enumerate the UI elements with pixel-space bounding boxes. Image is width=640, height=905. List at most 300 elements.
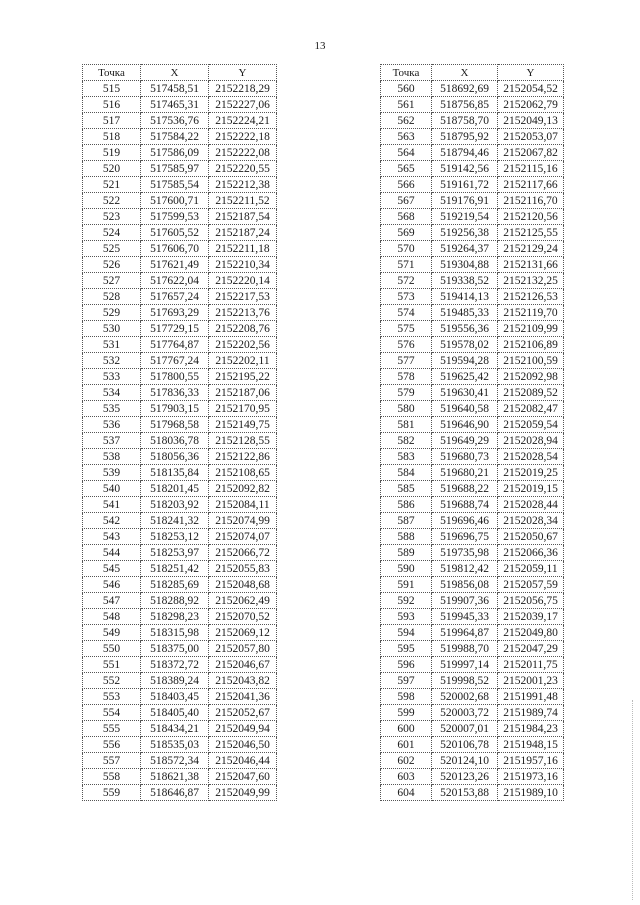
y-coordinate-cell: 2152046,67 [209,657,277,673]
table-row [381,673,564,689]
y-coordinate-cell: 2152115,16 [498,161,564,177]
point-number-cell: 535 [83,401,141,417]
table-row [381,609,564,625]
table-row [381,193,564,209]
x-coordinate-cell: 519142,56 [432,161,498,177]
y-coordinate-cell: 2152089,52 [498,385,564,401]
table-row [83,161,277,177]
x-coordinate-cell: 519649,29 [432,433,498,449]
table-row [381,81,564,97]
point-number-cell: 528 [83,289,141,305]
point-number-cell: 562 [381,113,432,129]
point-number-cell: 593 [381,609,432,625]
point-number-cell: 603 [381,769,432,785]
y-coordinate-cell: 2151957,16 [498,753,564,769]
y-coordinate-cell: 2152067,82 [498,145,564,161]
point-number-cell: 601 [381,737,432,753]
x-coordinate-cell: 518646,87 [141,785,209,801]
point-number-cell: 579 [381,385,432,401]
y-coordinate-cell: 2152039,17 [498,609,564,625]
y-coordinate-cell: 2152210,34 [209,257,277,273]
x-coordinate-cell: 517599,53 [141,209,209,225]
x-coordinate-cell: 519630,41 [432,385,498,401]
x-coordinate-cell: 519219,54 [432,209,498,225]
point-number-cell: 602 [381,753,432,769]
point-number-cell: 583 [381,449,432,465]
header-point: Точка [381,65,432,81]
table-row [381,737,564,753]
x-coordinate-cell: 519578,02 [432,337,498,353]
y-coordinate-cell: 2152052,67 [209,705,277,721]
point-number-cell: 516 [83,97,141,113]
table-row [381,369,564,385]
point-number-cell: 577 [381,353,432,369]
x-coordinate-cell: 519988,70 [432,641,498,657]
x-coordinate-cell: 519735,98 [432,545,498,561]
point-number-cell: 527 [83,273,141,289]
table-row [381,161,564,177]
y-coordinate-cell: 2152066,72 [209,545,277,561]
table-row [381,273,564,289]
point-number-cell: 533 [83,369,141,385]
x-coordinate-cell: 519640,58 [432,401,498,417]
table-row [381,337,564,353]
table-row [83,545,277,561]
x-coordinate-cell: 518434,21 [141,721,209,737]
x-coordinate-cell: 519256,38 [432,225,498,241]
table-row [381,417,564,433]
x-coordinate-cell: 518756,85 [432,97,498,113]
table-row [381,145,564,161]
point-number-cell: 587 [381,513,432,529]
y-coordinate-cell: 2152108,65 [209,465,277,481]
y-coordinate-cell: 2152053,07 [498,129,564,145]
point-number-cell: 547 [83,593,141,609]
x-coordinate-cell: 518794,46 [432,145,498,161]
x-coordinate-cell: 517586,09 [141,145,209,161]
table-row [381,753,564,769]
table-row [381,529,564,545]
table-row [381,97,564,113]
table-row [381,321,564,337]
y-coordinate-cell: 2152202,11 [209,353,277,369]
y-coordinate-cell: 2152170,95 [209,401,277,417]
table-row [381,209,564,225]
x-coordinate-cell: 518135,84 [141,465,209,481]
point-number-cell: 539 [83,465,141,481]
point-number-cell: 559 [83,785,141,801]
point-number-cell: 575 [381,321,432,337]
point-number-cell: 571 [381,257,432,273]
header-x: X [432,65,498,81]
y-coordinate-cell: 2152224,21 [209,113,277,129]
x-coordinate-cell: 520153,88 [432,785,498,801]
point-number-cell: 544 [83,545,141,561]
table-row [83,209,277,225]
x-coordinate-cell: 519997,14 [432,657,498,673]
x-coordinate-cell: 517458,51 [141,81,209,97]
point-number-cell: 540 [83,481,141,497]
point-number-cell: 561 [381,97,432,113]
table-row [83,753,277,769]
x-coordinate-cell: 519304,88 [432,257,498,273]
y-coordinate-cell: 2152028,54 [498,449,564,465]
y-coordinate-cell: 2152220,14 [209,273,277,289]
x-coordinate-cell: 520007,01 [432,721,498,737]
x-coordinate-cell: 520123,26 [432,769,498,785]
y-coordinate-cell: 2152069,12 [209,625,277,641]
point-number-cell: 573 [381,289,432,305]
x-coordinate-cell: 519625,42 [432,369,498,385]
point-number-cell: 531 [83,337,141,353]
y-coordinate-cell: 2152120,56 [498,209,564,225]
table-row [83,81,277,97]
table-row [381,593,564,609]
point-number-cell: 570 [381,241,432,257]
table-row [83,641,277,657]
table-row [83,449,277,465]
point-number-cell: 548 [83,609,141,625]
x-coordinate-cell: 517536,76 [141,113,209,129]
coordinates-table-right [380,64,564,801]
point-number-cell: 604 [381,785,432,801]
y-coordinate-cell: 2151948,15 [498,737,564,753]
table-row [381,641,564,657]
table-row [381,513,564,529]
point-number-cell: 546 [83,577,141,593]
y-coordinate-cell: 2151989,10 [498,785,564,801]
x-coordinate-cell: 517729,15 [141,321,209,337]
y-coordinate-cell: 2152047,60 [209,769,277,785]
point-number-cell: 526 [83,257,141,273]
point-number-cell: 551 [83,657,141,673]
x-coordinate-cell: 518692,69 [432,81,498,97]
x-coordinate-cell: 517836,33 [141,385,209,401]
x-coordinate-cell: 518758,70 [432,113,498,129]
x-coordinate-cell: 517600,71 [141,193,209,209]
point-number-cell: 591 [381,577,432,593]
y-coordinate-cell: 2152062,79 [498,97,564,113]
x-coordinate-cell: 518535,03 [141,737,209,753]
y-coordinate-cell: 2152128,55 [209,433,277,449]
y-coordinate-cell: 2152125,55 [498,225,564,241]
table-row [83,721,277,737]
x-coordinate-cell: 519338,52 [432,273,498,289]
y-coordinate-cell: 2152211,18 [209,241,277,257]
y-coordinate-cell: 2152187,24 [209,225,277,241]
x-coordinate-cell: 517585,97 [141,161,209,177]
y-coordinate-cell: 2151991,48 [498,689,564,705]
y-coordinate-cell: 2152195,22 [209,369,277,385]
point-number-cell: 538 [83,449,141,465]
x-coordinate-cell: 519907,36 [432,593,498,609]
y-coordinate-cell: 2152116,70 [498,193,564,209]
table-row [83,305,277,321]
point-number-cell: 537 [83,433,141,449]
table-row [83,129,277,145]
point-number-cell: 515 [83,81,141,97]
x-coordinate-cell: 517465,31 [141,97,209,113]
table-row [381,257,564,273]
table-row [83,369,277,385]
x-coordinate-cell: 518056,36 [141,449,209,465]
x-coordinate-cell: 517622,04 [141,273,209,289]
y-coordinate-cell: 2152070,52 [209,609,277,625]
point-number-cell: 592 [381,593,432,609]
table-row [83,273,277,289]
table-row [381,449,564,465]
x-coordinate-cell: 517605,52 [141,225,209,241]
table-row [381,689,564,705]
y-coordinate-cell: 2152019,25 [498,465,564,481]
x-coordinate-cell: 518375,00 [141,641,209,657]
y-coordinate-cell: 2152092,98 [498,369,564,385]
table-row [381,721,564,737]
y-coordinate-cell: 2152028,94 [498,433,564,449]
y-coordinate-cell: 2152049,99 [209,785,277,801]
x-coordinate-cell: 519485,33 [432,305,498,321]
table-row [381,497,564,513]
y-coordinate-cell: 2151984,23 [498,721,564,737]
table-row [381,769,564,785]
table-row [83,401,277,417]
point-number-cell: 536 [83,417,141,433]
table-row [381,625,564,641]
header-point: Точка [83,65,141,81]
y-coordinate-cell: 2152122,86 [209,449,277,465]
x-coordinate-cell: 518288,92 [141,593,209,609]
y-coordinate-cell: 2152028,34 [498,513,564,529]
y-coordinate-cell: 2152049,80 [498,625,564,641]
x-coordinate-cell: 518315,98 [141,625,209,641]
point-number-cell: 563 [381,129,432,145]
scan-edge-mark [632,700,634,900]
table-row [83,225,277,241]
point-number-cell: 589 [381,545,432,561]
y-coordinate-cell: 2152187,54 [209,209,277,225]
point-number-cell: 552 [83,673,141,689]
point-number-cell: 599 [381,705,432,721]
y-coordinate-cell: 2152109,99 [498,321,564,337]
table-row [83,497,277,513]
point-number-cell: 597 [381,673,432,689]
y-coordinate-cell: 2152055,83 [209,561,277,577]
point-number-cell: 543 [83,529,141,545]
table-row [381,705,564,721]
point-number-cell: 517 [83,113,141,129]
y-coordinate-cell: 2152057,80 [209,641,277,657]
y-coordinate-cell: 2152100,59 [498,353,564,369]
table-row [381,433,564,449]
y-coordinate-cell: 2152048,68 [209,577,277,593]
point-number-cell: 522 [83,193,141,209]
x-coordinate-cell: 519264,37 [432,241,498,257]
table-row [83,689,277,705]
y-coordinate-cell: 2152212,38 [209,177,277,193]
y-coordinate-cell: 2152117,66 [498,177,564,193]
x-coordinate-cell: 519688,74 [432,497,498,513]
point-number-cell: 565 [381,161,432,177]
table-row [381,225,564,241]
y-coordinate-cell: 2152218,29 [209,81,277,97]
point-number-cell: 555 [83,721,141,737]
table-row [83,257,277,273]
table-row [381,481,564,497]
y-coordinate-cell: 2152131,66 [498,257,564,273]
table-row [83,593,277,609]
table-row [381,177,564,193]
point-number-cell: 581 [381,417,432,433]
x-coordinate-cell: 518572,34 [141,753,209,769]
point-number-cell: 586 [381,497,432,513]
coordinates-table-left [82,64,277,801]
table-row [83,465,277,481]
table-row [83,577,277,593]
point-number-cell: 568 [381,209,432,225]
table-row [381,657,564,673]
x-coordinate-cell: 518298,23 [141,609,209,625]
point-number-cell: 541 [83,497,141,513]
point-number-cell: 520 [83,161,141,177]
point-number-cell: 560 [381,81,432,97]
x-coordinate-cell: 518253,12 [141,529,209,545]
header-y: Y [498,65,564,81]
point-number-cell: 576 [381,337,432,353]
table-row [83,609,277,625]
table-row [83,97,277,113]
table-row [83,785,277,801]
x-coordinate-cell: 519856,08 [432,577,498,593]
x-coordinate-cell: 518251,42 [141,561,209,577]
y-coordinate-cell: 2151973,16 [498,769,564,785]
point-number-cell: 521 [83,177,141,193]
table-row [381,545,564,561]
y-coordinate-cell: 2152050,67 [498,529,564,545]
point-number-cell: 600 [381,721,432,737]
point-number-cell: 564 [381,145,432,161]
table-row [83,177,277,193]
x-coordinate-cell: 519161,72 [432,177,498,193]
y-coordinate-cell: 2152057,59 [498,577,564,593]
table-row [83,673,277,689]
header-y: Y [209,65,277,81]
table-row [83,705,277,721]
point-number-cell: 569 [381,225,432,241]
y-coordinate-cell: 2152047,29 [498,641,564,657]
table-row [83,337,277,353]
x-coordinate-cell: 520002,68 [432,689,498,705]
table-row [83,737,277,753]
table-row [381,465,564,481]
x-coordinate-cell: 517903,15 [141,401,209,417]
x-coordinate-cell: 519688,22 [432,481,498,497]
y-coordinate-cell: 2152001,23 [498,673,564,689]
point-number-cell: 530 [83,321,141,337]
table-row [83,769,277,785]
y-coordinate-cell: 2152222,18 [209,129,277,145]
point-number-cell: 549 [83,625,141,641]
point-number-cell: 523 [83,209,141,225]
x-coordinate-cell: 518372,72 [141,657,209,673]
x-coordinate-cell: 518036,78 [141,433,209,449]
y-coordinate-cell: 2152043,82 [209,673,277,689]
table-row [83,433,277,449]
table-row [83,193,277,209]
y-coordinate-cell: 2152217,53 [209,289,277,305]
x-coordinate-cell: 519176,91 [432,193,498,209]
y-coordinate-cell: 2152202,56 [209,337,277,353]
table-row [83,241,277,257]
y-coordinate-cell: 2152028,44 [498,497,564,513]
x-coordinate-cell: 519680,73 [432,449,498,465]
point-number-cell: 545 [83,561,141,577]
x-coordinate-cell: 519945,33 [432,609,498,625]
y-coordinate-cell: 2152049,13 [498,113,564,129]
point-number-cell: 524 [83,225,141,241]
y-coordinate-cell: 2152046,44 [209,753,277,769]
point-number-cell: 595 [381,641,432,657]
point-number-cell: 574 [381,305,432,321]
y-coordinate-cell: 2151989,74 [498,705,564,721]
x-coordinate-cell: 518253,97 [141,545,209,561]
x-coordinate-cell: 518795,92 [432,129,498,145]
x-coordinate-cell: 518389,24 [141,673,209,689]
table-row [83,385,277,401]
y-coordinate-cell: 2152054,52 [498,81,564,97]
x-coordinate-cell: 517657,24 [141,289,209,305]
y-coordinate-cell: 2152187,06 [209,385,277,401]
y-coordinate-cell: 2152049,94 [209,721,277,737]
x-coordinate-cell: 520003,72 [432,705,498,721]
table-row [83,353,277,369]
x-coordinate-cell: 520124,10 [432,753,498,769]
y-coordinate-cell: 2152092,82 [209,481,277,497]
x-coordinate-cell: 518403,45 [141,689,209,705]
y-coordinate-cell: 2152208,76 [209,321,277,337]
y-coordinate-cell: 2152082,47 [498,401,564,417]
x-coordinate-cell: 517621,49 [141,257,209,273]
x-coordinate-cell: 519998,52 [432,673,498,689]
y-coordinate-cell: 2152119,70 [498,305,564,321]
table-row [83,625,277,641]
x-coordinate-cell: 519696,46 [432,513,498,529]
table-row [83,145,277,161]
table-row [83,657,277,673]
point-number-cell: 580 [381,401,432,417]
point-number-cell: 534 [83,385,141,401]
page-number: 13 [314,40,326,52]
point-number-cell: 532 [83,353,141,369]
x-coordinate-cell: 519680,21 [432,465,498,481]
table-row [381,385,564,401]
table-row [381,289,564,305]
y-coordinate-cell: 2152066,36 [498,545,564,561]
y-coordinate-cell: 2152074,99 [209,513,277,529]
table-header-row [381,65,564,81]
y-coordinate-cell: 2152149,75 [209,417,277,433]
x-coordinate-cell: 519964,87 [432,625,498,641]
point-number-cell: 590 [381,561,432,577]
point-number-cell: 567 [381,193,432,209]
point-number-cell: 566 [381,177,432,193]
table-row [381,353,564,369]
x-coordinate-cell: 519556,36 [432,321,498,337]
table-row [381,305,564,321]
point-number-cell: 558 [83,769,141,785]
point-number-cell: 584 [381,465,432,481]
y-coordinate-cell: 2152106,89 [498,337,564,353]
x-coordinate-cell: 517767,24 [141,353,209,369]
